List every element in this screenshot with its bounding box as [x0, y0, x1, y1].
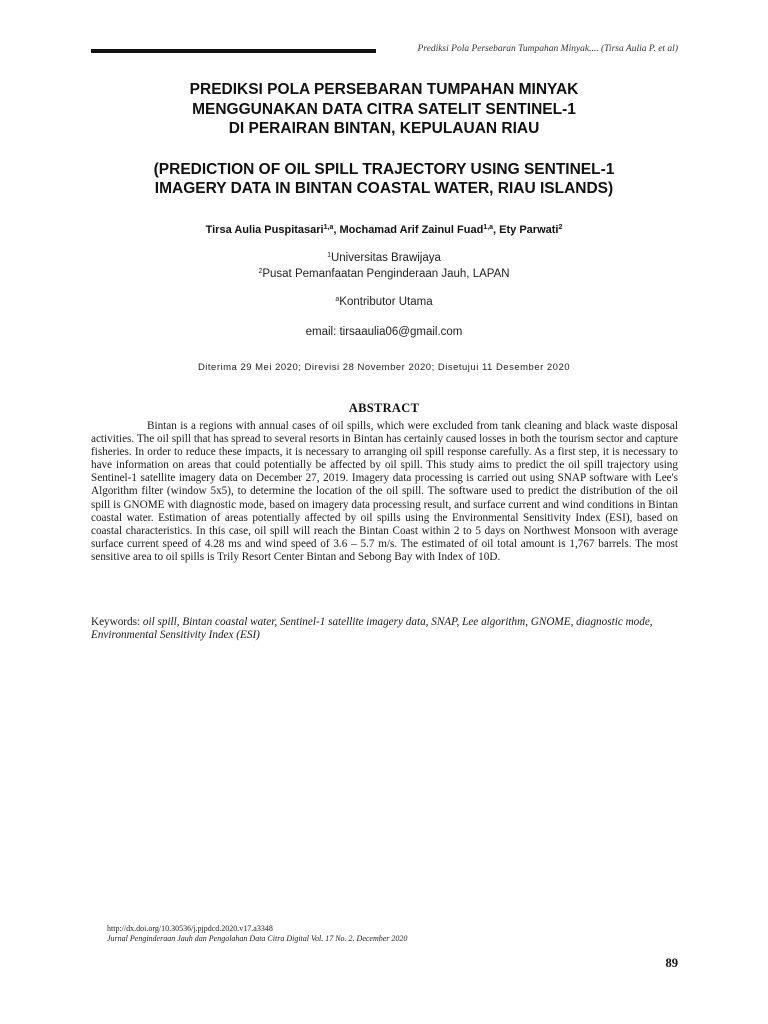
affiliation-text: Universitas Brawijaya — [330, 252, 441, 264]
page-number: 89 — [665, 956, 678, 970]
header-rule — [91, 49, 376, 53]
contributor-mark: a — [335, 296, 340, 303]
title-line: MENGGUNAKAN DATA CITRA SATELIT SENTINEL-1 — [192, 100, 576, 118]
author-separator: , — [493, 224, 500, 236]
title-line: DI PERAIRAN BINTAN, KEPULAUAN RIAU — [228, 120, 540, 137]
author-name: Mochamad Arif Zainul Fuad — [339, 224, 484, 236]
affiliation-mark: 1 — [327, 252, 331, 259]
author-affiliation-mark: 1,a — [483, 224, 494, 231]
author-affiliation-mark: 2 — [558, 224, 563, 231]
contributor-text: Kontributor Utama — [339, 296, 433, 308]
footer — [107, 924, 667, 944]
author-list — [60, 224, 708, 236]
affiliation-line — [60, 252, 708, 264]
keywords-list: oil spill, Bintan coastal water, Sentinel-1 satellite imagery data, SNAP, Lee algorithm, GNOME, diagnostic mode, Environmental Sensitivity Index (ESI) — [91, 616, 653, 642]
running-head: Prediksi Pola Persebaran Tumpahan Minyak.... (Tirsa Aulia P. et al) — [417, 44, 678, 54]
keywords — [91, 616, 678, 642]
doi-link[interactable]: http://dx.doi.org/10.30536/j.pjpdcd.2020.v17.a3348 — [107, 924, 273, 933]
journal-citation: Jurnal Penginderaan Jauh dan Pengolahan Data Citra Digital Vol. 17 No. 2. December 2020 — [107, 934, 408, 943]
submission-dates: Diterima 29 Mei 2020; Direvisi 28 November 2020; Disetujui 11 Desember 2020 — [197, 362, 571, 373]
author-separator: , — [333, 224, 340, 236]
keywords-label: Keywords: — [91, 616, 143, 628]
abstract-body — [91, 420, 678, 564]
affiliation-line — [60, 268, 708, 280]
abstract-heading: ABSTRACT — [348, 401, 420, 415]
title-en-line: IMAGERY DATA IN BINTAN COASTAL WATER, RIAU ISLANDS) — [154, 180, 614, 197]
title-line: PREDIKSI POLA PERSEBARAN TUMPAHAN MINYAK — [189, 81, 579, 98]
abstract-paragraph: Bintan is a regions with annual cases of oil spills, which were excluded from tank cleaning and black waste disposal activities. The oil spill that has spread to several resorts in Bintan has certainly caused losses in both the tourism sector and capture fisheries. In order to reduce these impacts, it is necessary to arranging oil spill response carefully. As a first step, it is necessary to have information on areas that could potentially be affected by oil spill. This study aims to predict the oil spill trajectory using Sentinel-1 satellite imagery data on December 27, 2019. Imagery data processing is carried out using SNAP software with Lee's Algorithm filter (window 5x5), to determine the location of the oil spill. The software used to predict the distribution of the oil spill is GNOME with diagnostic mode, based on imagery data processing result, and surface current and wind conditions in Bintan coastal water. Estimation of areas potentially affected by oil spills using the Environmental Sensitivity Index (ESI), based on coastal characteristics. In this case, oil spill will reach the Bintan Coast within 2 to 5 days on Northwest Monsoon with average surface current speed of 4.28 ms and wind speed of 3.6 – 5.7 m/s. The estimated of oil total amount is 1,767 barrels. The most sensitive area to oil spills is Trily Resort Center Bintan and Sebong Bay with Index of 10D. — [91, 420, 678, 563]
author-name: Ety Parwati — [499, 224, 559, 236]
title-en-line: (PREDICTION OF OIL SPILL TRAJECTORY USING SENTINEL-1 — [153, 160, 615, 178]
contributor-line — [60, 296, 708, 308]
title-block — [60, 80, 708, 199]
author-affiliation-mark: 1,a — [323, 224, 334, 231]
affiliation-mark: 2 — [258, 268, 263, 275]
email-line: email: tirsaaulia06@gmail.com — [305, 326, 463, 338]
affiliation-text: Pusat Pemanfaatan Penginderaan Jauh, LAPAN — [262, 268, 510, 280]
author-name: Tirsa Aulia Puspitasari — [205, 224, 324, 236]
